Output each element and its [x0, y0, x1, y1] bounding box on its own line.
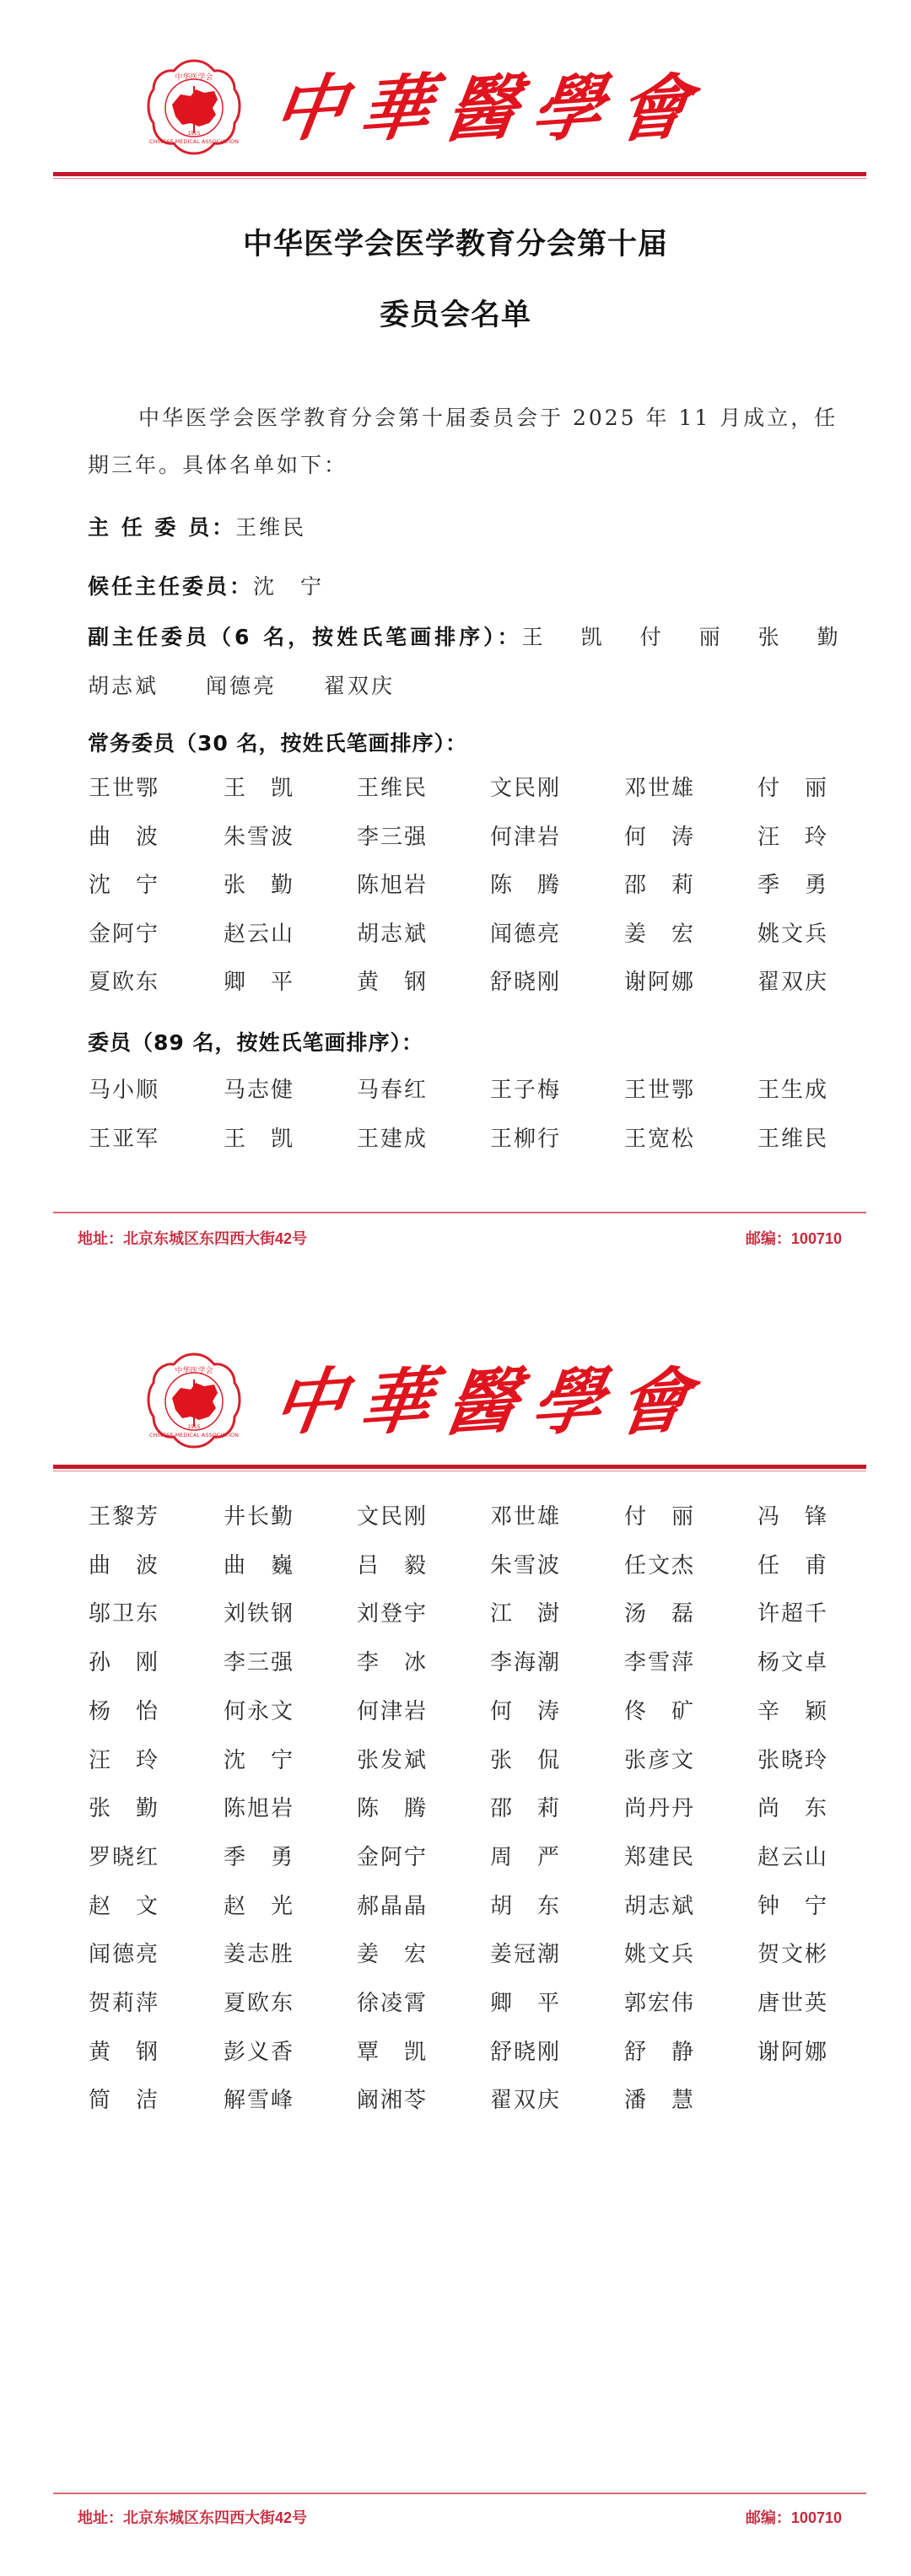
member-name: 辛 颖 — [757, 1698, 829, 1724]
member-name: 胡 东 — [490, 1893, 562, 1919]
member-name: 邓世雄 — [490, 1504, 562, 1530]
member-name: 王生成 — [757, 1078, 829, 1103]
vice-chairs-names: 王 凯 付 丽 张 勤 — [521, 625, 847, 649]
cma-emblem-icon — [143, 56, 245, 157]
member-name: 周 严 — [490, 1844, 562, 1870]
member-name: 王维民 — [757, 1126, 829, 1152]
member-name: 黄 钢 — [89, 2039, 160, 2065]
member-name: 张发斌 — [357, 1747, 429, 1773]
member-name: 季 勇 — [757, 873, 829, 898]
name-row — [89, 1548, 848, 1577]
chair-elect-row — [88, 570, 324, 600]
member-name: 付 丽 — [624, 1504, 696, 1530]
brand-calligraphy — [267, 62, 747, 155]
name-row — [89, 1791, 848, 1820]
svg-text:CHINESE MEDICAL ASSOCIATION: CHINESE MEDICAL ASSOCIATION — [149, 1432, 239, 1439]
name-row — [89, 1889, 848, 1917]
name-row — [89, 1499, 848, 1528]
footer-divider — [53, 2493, 866, 2494]
member-name: 罗晓红 — [89, 1844, 160, 1870]
letterhead — [143, 56, 734, 165]
member-name: 陈 腾 — [490, 873, 562, 898]
member-name: 王 凯 — [224, 776, 295, 801]
member-name: 陈旭岩 — [224, 1796, 295, 1822]
member-name: 唐世英 — [757, 1991, 829, 2016]
member-name: 朱雪波 — [224, 824, 295, 850]
name-row — [89, 1645, 848, 1674]
member-name: 邓世雄 — [624, 776, 696, 801]
member-name: 姚文兵 — [757, 921, 829, 947]
member-name: 闻德亮 — [89, 1942, 160, 1968]
member-name: 杨文卓 — [757, 1650, 829, 1676]
name-row — [89, 1840, 848, 1869]
footer-postcode: 邮编：100710 — [745, 2509, 842, 2526]
member-name: 杨 怡 — [89, 1698, 160, 1724]
letterhead — [143, 1349, 734, 1459]
svg-text:中华医学会: 中华医学会 — [175, 1367, 213, 1375]
name-row — [89, 771, 848, 799]
member-name: 姜 宏 — [357, 1942, 429, 1968]
member-name: 贺文彬 — [757, 1942, 829, 1968]
member-name: 井长勤 — [224, 1504, 295, 1530]
footer-address: 地址：北京东城区东四西大街42号 — [78, 1230, 308, 1247]
member-name: 刘登宇 — [357, 1601, 429, 1627]
brand-char: 中 — [267, 1358, 352, 1446]
brand-char: 會 — [612, 64, 696, 153]
brand-char: 學 — [526, 1358, 610, 1446]
member-name: 谢阿娜 — [757, 2039, 829, 2065]
member-name: 赵云山 — [757, 1844, 829, 1870]
member-name: 钟 宁 — [757, 1893, 829, 1919]
brand-char: 學 — [526, 64, 610, 153]
footer — [78, 2506, 842, 2528]
name-row — [89, 965, 848, 993]
member-name: 赵 光 — [224, 1893, 295, 1919]
member-name: 卿 平 — [224, 970, 295, 995]
document-title: 中华医学会医学教育分会第十届 — [242, 228, 668, 261]
member-name: 汪 玲 — [89, 1747, 160, 1773]
header-divider — [53, 1465, 866, 1471]
member-name: 赵 文 — [89, 1893, 160, 1919]
member-name: 闻德亮 — [490, 921, 562, 947]
member-name: 潘 慧 — [624, 2088, 696, 2114]
member-name: 任文杰 — [624, 1552, 696, 1578]
member-name: 王建成 — [357, 1126, 429, 1152]
member-name: 邬卫东 — [89, 1601, 160, 1627]
member-name: 夏欧东 — [89, 970, 160, 995]
member-name: 马春红 — [357, 1078, 429, 1103]
brand-char: 會 — [612, 1358, 696, 1446]
member-name: 何 涛 — [490, 1698, 562, 1724]
member-name: 何永文 — [224, 1698, 295, 1724]
chair-label: 主 任 委 员： — [88, 515, 236, 540]
member-name: 沈 宁 — [89, 873, 160, 898]
member-name: 张彦文 — [624, 1747, 696, 1773]
vice-chairs-label: 副主任委员（6 名，按姓氏笔画排序）： — [88, 625, 522, 649]
member-name: 姜 宏 — [624, 921, 696, 947]
member-name: 王黎芳 — [89, 1504, 160, 1530]
name-row — [89, 1073, 848, 1101]
member-name: 沈 宁 — [224, 1747, 295, 1773]
member-name: 汤 磊 — [624, 1601, 696, 1627]
member-name: 黄 钢 — [357, 970, 429, 995]
footer — [78, 1227, 842, 1249]
member-name: 胡志斌 — [357, 921, 429, 947]
member-name: 任 甫 — [757, 1552, 829, 1578]
member-name: 李海潮 — [490, 1650, 562, 1676]
member-name: 金阿宁 — [89, 921, 160, 947]
footer-postcode: 邮编：100710 — [745, 1230, 842, 1247]
svg-text:1915: 1915 — [187, 1424, 201, 1430]
intro-line-2: 期三年。具体名单如下： — [88, 453, 348, 477]
member-name: 陈旭岩 — [357, 873, 429, 898]
member-name: 徐凌霄 — [357, 1991, 429, 2016]
member-name: 王世鄂 — [624, 1078, 696, 1103]
name-row — [89, 1937, 848, 1966]
member-name: 何津岩 — [490, 824, 562, 850]
member-name: 胡志斌 — [624, 1893, 696, 1919]
member-name: 舒晓刚 — [490, 970, 562, 995]
member-name: 姜冠潮 — [490, 1942, 562, 1968]
member-name: 邵 莉 — [624, 873, 696, 898]
member-name: 王子梅 — [490, 1078, 562, 1103]
member-name: 舒晓刚 — [490, 2039, 562, 2065]
member-name: 江 澍 — [490, 1601, 562, 1627]
member-name: 王维民 — [357, 776, 429, 801]
member-name: 马志健 — [224, 1078, 295, 1103]
member-name: 文民刚 — [357, 1504, 429, 1530]
member-name: 夏欧东 — [224, 1991, 295, 2016]
member-name: 郝晶晶 — [357, 1893, 429, 1919]
chair-elect-name: 沈 宁 — [253, 574, 325, 599]
member-name: 姜志胜 — [224, 1942, 295, 1968]
footer-divider — [53, 1212, 866, 1213]
member-name: 金阿宁 — [357, 1844, 429, 1870]
member-name: 刘铁钢 — [224, 1601, 295, 1627]
member-name: 许超千 — [757, 1601, 829, 1627]
member-name: 陈 腾 — [357, 1796, 429, 1822]
member-name: 覃 凯 — [357, 2039, 429, 2065]
member-name: 谢阿娜 — [624, 970, 696, 995]
brand-char: 醫 — [439, 1358, 524, 1446]
member-name: 翟双庆 — [490, 2088, 562, 2114]
brand-char: 華 — [353, 64, 438, 153]
svg-text:中华医学会: 中华医学会 — [175, 73, 213, 82]
name-row — [89, 820, 848, 848]
footer-address: 地址：北京东城区东四西大街42号 — [78, 2509, 308, 2526]
member-name: 季 勇 — [224, 1844, 295, 1870]
name-row — [89, 917, 848, 945]
brand-calligraphy — [267, 1356, 747, 1449]
vice-chairs-names-line-2: 胡志斌 闻德亮 翟双庆 — [88, 674, 396, 698]
member-name: 翟双庆 — [757, 970, 829, 995]
name-row — [89, 1694, 848, 1723]
member-name: 王宽松 — [624, 1126, 696, 1152]
member-name: 何津岩 — [357, 1698, 429, 1724]
member-name: 何 涛 — [624, 824, 696, 850]
header-divider — [53, 172, 866, 179]
member-name: 张 勤 — [224, 873, 295, 898]
svg-text:1915: 1915 — [187, 131, 201, 137]
brand-char: 醫 — [439, 64, 524, 153]
member-name: 李 冰 — [357, 1650, 429, 1676]
svg-text:CHINESE MEDICAL ASSOCIATION: CHINESE MEDICAL ASSOCIATION — [149, 138, 239, 145]
member-name: 王柳行 — [490, 1126, 562, 1152]
member-name: 王 凯 — [224, 1126, 295, 1152]
member-name: 马小顺 — [89, 1078, 160, 1103]
name-row — [89, 1986, 848, 2014]
member-name: 解雪峰 — [224, 2088, 295, 2114]
page-2 — [0, 1299, 911, 2576]
member-name: 李雪萍 — [624, 1650, 696, 1676]
member-name: 佟 矿 — [624, 1698, 696, 1724]
member-name: 孙 刚 — [89, 1650, 160, 1676]
name-row — [89, 1596, 848, 1625]
chair-row — [88, 511, 306, 541]
standing-members-heading: 常务委员（30 名，按姓氏笔画排序）： — [88, 731, 467, 756]
member-name: 郑建民 — [624, 1844, 696, 1870]
member-name: 姚文兵 — [624, 1942, 696, 1968]
member-name: 郭宏伟 — [624, 1991, 696, 2016]
member-name: 文民刚 — [490, 776, 562, 801]
member-name: 尚丹丹 — [624, 1796, 696, 1822]
vice-chairs-row — [88, 621, 847, 651]
member-name: 邵 莉 — [490, 1796, 562, 1822]
member-name: 阚湘苓 — [357, 2088, 429, 2114]
document-subtitle: 委员会名单 — [379, 298, 531, 332]
brand-char: 中 — [267, 64, 352, 153]
member-name: 汪 玲 — [757, 824, 829, 850]
name-row — [89, 2083, 848, 2114]
member-name: 贺莉萍 — [89, 1991, 160, 2016]
member-name: 朱雪波 — [490, 1552, 562, 1578]
chair-name: 王维民 — [235, 515, 307, 540]
brand-char: 華 — [353, 1358, 438, 1446]
member-name: 曲 波 — [89, 824, 160, 850]
member-name: 王亚军 — [89, 1126, 160, 1152]
member-name: 卿 平 — [490, 1991, 562, 2016]
name-row — [89, 1121, 848, 1150]
member-name: 曲 波 — [89, 1552, 160, 1578]
member-name: 舒 静 — [624, 2039, 696, 2065]
name-row — [89, 868, 848, 896]
member-name: 李三强 — [224, 1650, 295, 1676]
name-row — [89, 1743, 848, 1772]
member-name: 赵云山 — [224, 921, 295, 947]
member-name: 尚 东 — [757, 1796, 829, 1822]
chair-elect-label: 候任主任委员： — [88, 574, 254, 599]
member-name: 简 洁 — [89, 2088, 160, 2114]
name-row — [89, 2035, 848, 2063]
member-name: 曲 巍 — [224, 1552, 295, 1578]
member-name: 张 勤 — [89, 1796, 160, 1822]
member-name: 张晓玲 — [757, 1747, 829, 1773]
member-name: 冯 锋 — [757, 1504, 829, 1530]
member-name: 付 丽 — [757, 776, 829, 801]
intro-line-1: 中华医学会医学教育分会第十届委员会于 2025 年 11 月成立，任 — [138, 406, 838, 430]
member-name: 张 侃 — [490, 1747, 562, 1773]
members-heading: 委员（89 名，按姓氏笔画排序）： — [88, 1030, 423, 1055]
cma-emblem-icon — [143, 1349, 245, 1450]
member-name: 李三强 — [357, 824, 429, 850]
member-name: 吕 毅 — [357, 1552, 429, 1578]
member-name: 王世鄂 — [89, 776, 160, 801]
page-1 — [0, 0, 911, 1282]
member-name: 彭义香 — [224, 2039, 295, 2065]
